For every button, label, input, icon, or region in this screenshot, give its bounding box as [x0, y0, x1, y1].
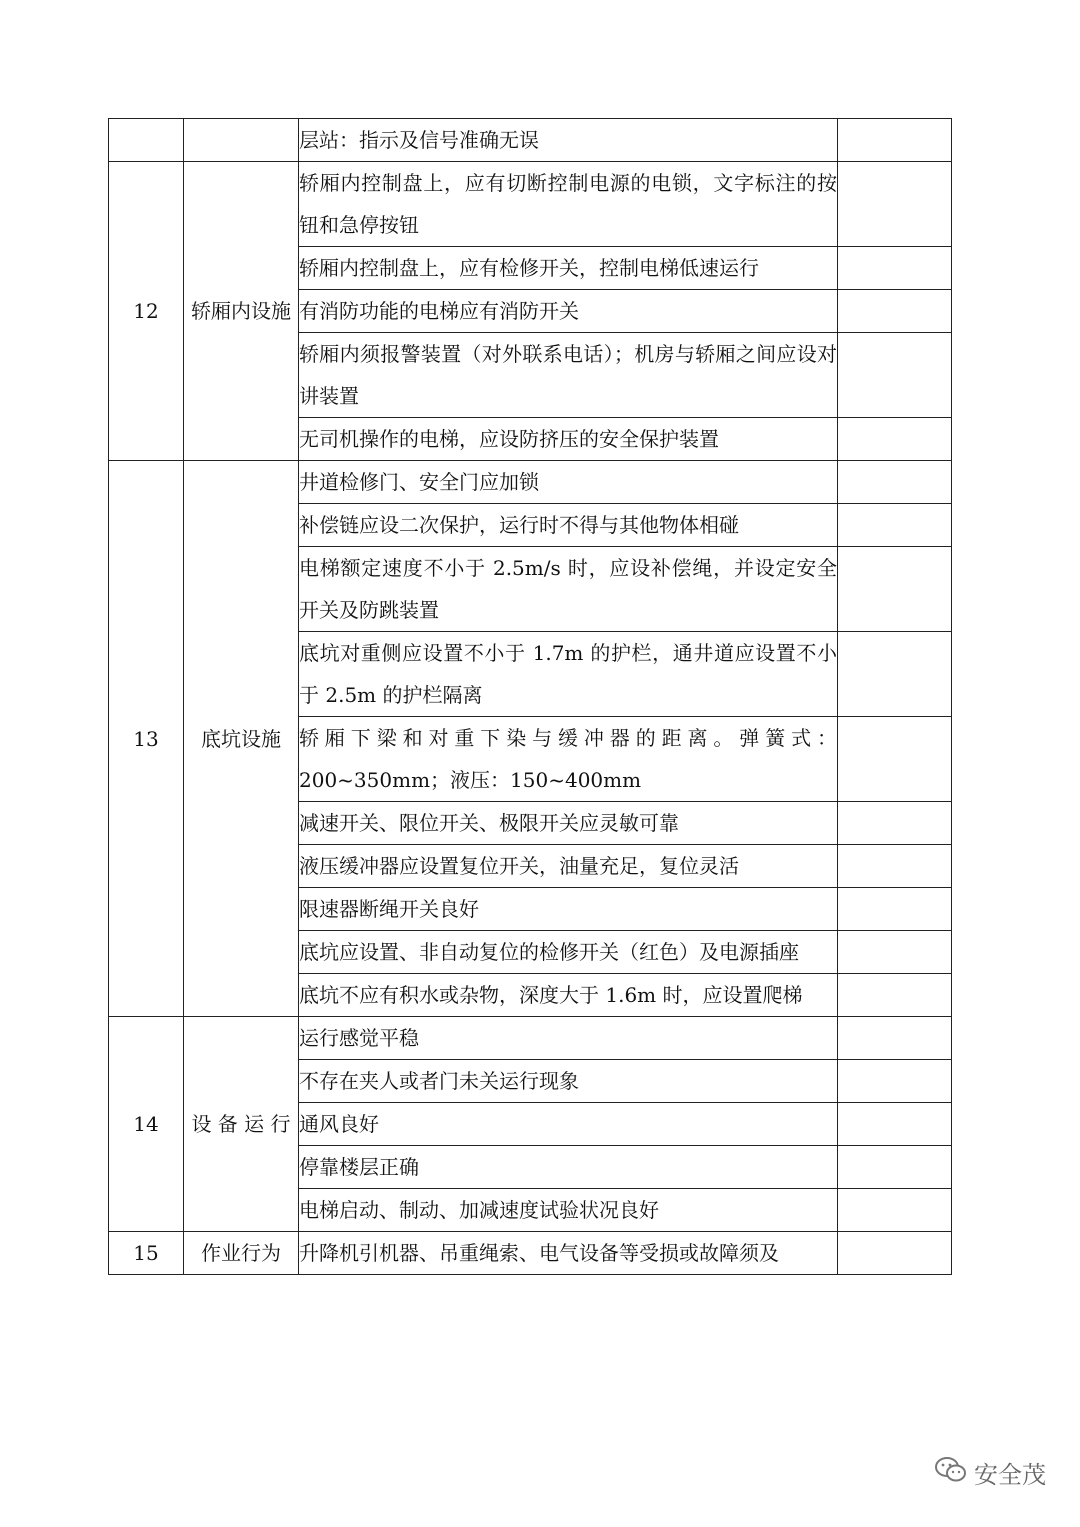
- watermark: [934, 1452, 1046, 1492]
- check-item: 不存在夹人或者门未关运行现象: [299, 1060, 838, 1103]
- check-item: 底坑不应有积水或杂物，深度大于 1.6m 时，应设置爬梯: [299, 974, 838, 1017]
- check-item: 升降机引机器、吊重绳索、电气设备等受损或故障须及: [299, 1232, 838, 1275]
- row-number: 14: [109, 1017, 184, 1232]
- table-row: [109, 162, 952, 247]
- result-cell: [838, 1232, 952, 1275]
- check-item: 减速开关、限位开关、极限开关应灵敏可靠: [299, 802, 838, 845]
- row-number: 15: [109, 1232, 184, 1275]
- watermark-text: 安全茂: [974, 1460, 1046, 1489]
- result-cell: [838, 974, 952, 1017]
- result-cell: [838, 547, 952, 632]
- check-item: 无司机操作的电梯，应设防挤压的安全保护装置: [299, 418, 838, 461]
- row-number: 13: [109, 461, 184, 1017]
- result-cell: [838, 504, 952, 547]
- check-item: 通风良好: [299, 1103, 838, 1146]
- category-cell: 轿厢内设施: [184, 162, 299, 461]
- category-cell: 作业行为: [184, 1232, 299, 1275]
- check-item: 轿厢下梁和对重下染与缓冲器的距离。弹簧式：200~350mm；液压：150~400mm: [299, 717, 838, 802]
- check-item: 轿厢内须报警装置（对外联系电话）；机房与轿厢之间应设对讲装置: [299, 333, 838, 418]
- check-item: 轿厢内控制盘上，应有检修开关，控制电梯低速运行: [299, 247, 838, 290]
- result-cell: [838, 333, 952, 418]
- check-item: 运行感觉平稳: [299, 1017, 838, 1060]
- check-item: 底坑应设置、非自动复位的检修开关（红色）及电源插座: [299, 931, 838, 974]
- result-cell: [838, 1189, 952, 1232]
- check-item: 电梯额定速度不小于 2.5m/s 时，应设补偿绳，并设定安全开关及防跳装置: [299, 547, 838, 632]
- result-cell: [838, 290, 952, 333]
- result-cell: [838, 802, 952, 845]
- result-cell: [838, 1060, 952, 1103]
- category-cell: 设 备 运 行: [184, 1017, 299, 1232]
- wechat-icon: [934, 1455, 968, 1489]
- checklist-table: [108, 118, 952, 1275]
- check-item: 层站：指示及信号准确无误: [299, 119, 838, 162]
- category-cell: 底坑设施: [184, 461, 299, 1017]
- result-cell: [838, 717, 952, 802]
- check-item: 底坑对重侧应设置不小于 1.7m 的护栏，通井道应设置不小于 2.5m 的护栏隔离: [299, 632, 838, 717]
- result-cell: [838, 119, 952, 162]
- result-cell: [838, 461, 952, 504]
- result-cell: [838, 888, 952, 931]
- check-item: 有消防功能的电梯应有消防开关: [299, 290, 838, 333]
- category-cell: [184, 119, 299, 162]
- check-item: 液压缓冲器应设置复位开关，油量充足，复位灵活: [299, 845, 838, 888]
- result-cell: [838, 1017, 952, 1060]
- check-item: 轿厢内控制盘上，应有切断控制电源的电锁，文字标注的按钮和急停按钮: [299, 162, 838, 247]
- table-row: [109, 1232, 952, 1275]
- result-cell: [838, 1146, 952, 1189]
- result-cell: [838, 931, 952, 974]
- result-cell: [838, 1103, 952, 1146]
- row-number: 12: [109, 162, 184, 461]
- check-item: 电梯启动、制动、加减速度试验状况良好: [299, 1189, 838, 1232]
- table-row: [109, 461, 952, 504]
- table-row: [109, 119, 952, 162]
- result-cell: [838, 247, 952, 290]
- result-cell: [838, 418, 952, 461]
- result-cell: [838, 632, 952, 717]
- check-item: 停靠楼层正确: [299, 1146, 838, 1189]
- result-cell: [838, 162, 952, 247]
- check-item: 限速器断绳开关良好: [299, 888, 838, 931]
- check-item: 补偿链应设二次保护，运行时不得与其他物体相碰: [299, 504, 838, 547]
- row-number: [109, 119, 184, 162]
- table-row: [109, 1017, 952, 1060]
- result-cell: [838, 845, 952, 888]
- check-item: 井道检修门、安全门应加锁: [299, 461, 838, 504]
